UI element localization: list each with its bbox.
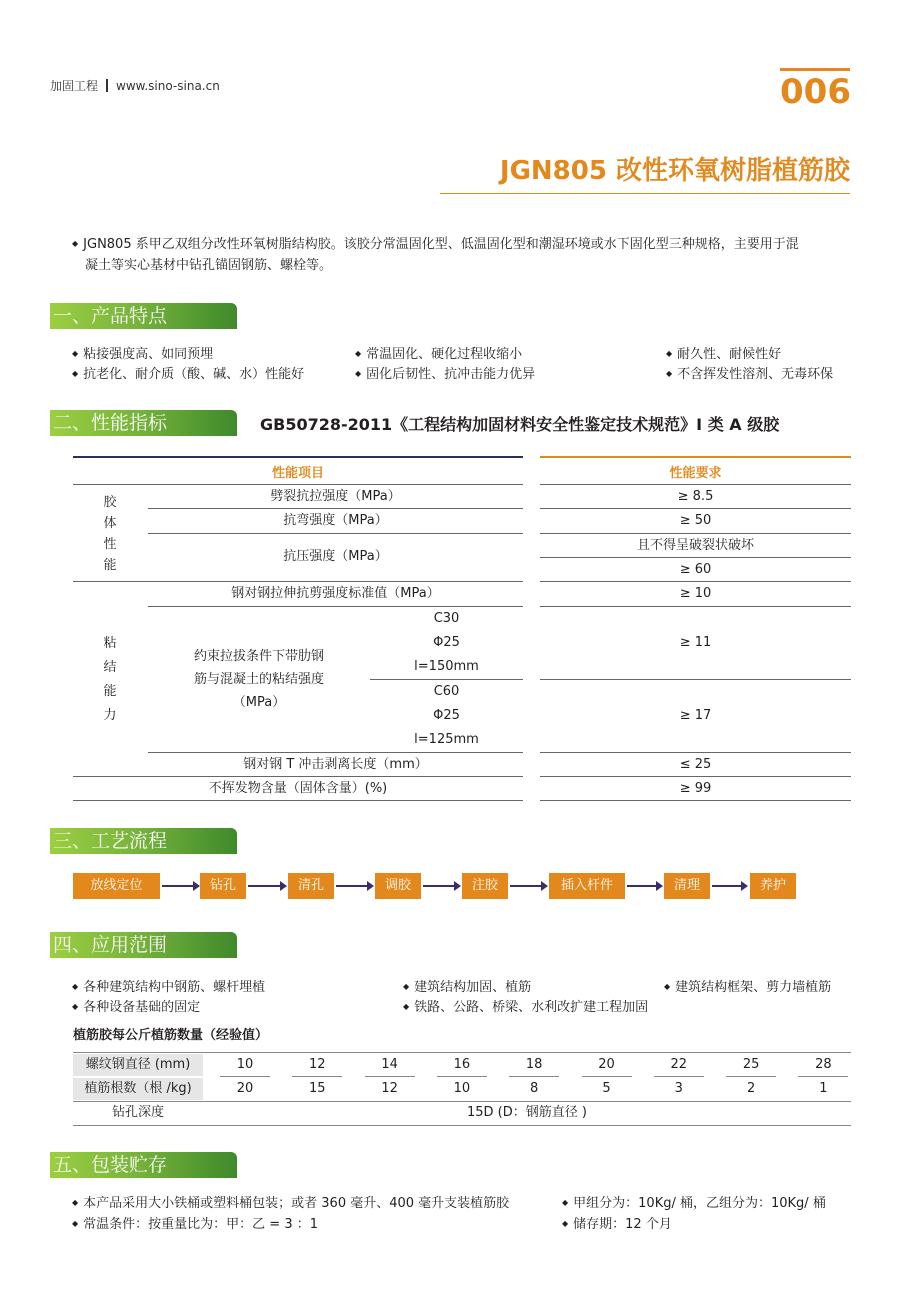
perf-item: 筋与混凝土的粘结强度 [193, 672, 324, 687]
page-title: JGN805 改性环氧树脂植筋胶 [499, 156, 850, 186]
group-label-char: 体 [103, 516, 117, 531]
perf-item: 约束拉拔条件下带肋钢 [193, 649, 324, 664]
process-step: 插入杆件 [549, 873, 625, 899]
feature-item: ◆ 不含挥发性溶剂、无毒环保 [666, 363, 833, 382]
feature-item: ◆ 粘接强度高、如同预埋 [72, 343, 213, 362]
count-cell: 2 [746, 1081, 756, 1096]
diameter-cell: 12 [309, 1057, 326, 1072]
header-section: 加固工程 [50, 79, 99, 93]
group-label-char: 能 [103, 558, 117, 573]
col-header-requirement: 性能要求 [669, 466, 722, 481]
table-bottom-rule [540, 800, 851, 801]
group-label-char: 粘 [103, 636, 117, 651]
concrete-grade: C30 [433, 611, 460, 626]
bar-diameter: Φ25 [433, 708, 460, 723]
bar-diameter: Φ25 [433, 635, 460, 650]
row-rule [540, 679, 851, 680]
arrow-right-icon [423, 885, 455, 887]
section-heading-process: 三、工艺流程 [50, 828, 237, 854]
count-cell: 20 [236, 1081, 254, 1096]
count-cell: 3 [674, 1081, 683, 1096]
title-rule [440, 193, 850, 194]
cell-underline [220, 1076, 270, 1077]
perf-item: 抗弯强度（MPa） [283, 513, 388, 528]
count-cell: 12 [381, 1081, 398, 1096]
arrow-right-icon [162, 885, 194, 887]
process-step: 放线定位 [73, 873, 160, 899]
quantity-table-title: 植筋胶每公斤植筋数量（经验值） [73, 1028, 269, 1043]
packaging-item: ◆ 本产品采用大小铁桶或塑料桶包装；或者 360 毫升、400 毫升支装植筋胶 [72, 1192, 509, 1211]
diameter-cell: 20 [598, 1057, 615, 1072]
section-heading-packaging: 五、包装贮存 [50, 1152, 237, 1178]
process-step: 养护 [750, 873, 796, 899]
feature-item: ◆ 固化后韧性、抗冲击能力优异 [355, 363, 535, 382]
table-rule [73, 1125, 851, 1126]
section-heading-performance: 二、性能指标 [50, 410, 237, 436]
diameter-cell: 28 [815, 1057, 832, 1072]
page-number: 006 [780, 72, 851, 112]
perf-item: 不挥发物含量（固体含量）(%) [208, 781, 388, 796]
header-divider [106, 79, 108, 92]
group-label-char: 性 [103, 537, 117, 552]
col-header-item: 性能项目 [271, 466, 324, 481]
page-number-rule [780, 68, 850, 71]
row-label-diameter: 螺纹钢直径 (mm) [73, 1054, 203, 1076]
perf-item: 劈裂抗拉强度（MPa） [270, 489, 401, 504]
row-label-depth: 钻孔深度 [111, 1105, 164, 1120]
cell-underline [365, 1076, 415, 1077]
row-rule [148, 533, 523, 534]
cell-underline [509, 1076, 559, 1077]
row-label-count: 植筋根数（根 /kg) [73, 1078, 203, 1100]
count-cell: 10 [453, 1081, 471, 1096]
section-heading-applications: 四、应用范围 [50, 932, 237, 958]
section-heading-features: 一、产品特点 [50, 303, 237, 329]
cell-underline [582, 1076, 632, 1077]
feature-item: ◆ 常温固化、硬化过程收缩小 [355, 343, 522, 362]
diameter-cell: 16 [453, 1057, 471, 1072]
standard-title: GB50728-2011《工程结构加固材料安全性鉴定技术规范》I 类 A 级胶 [260, 415, 780, 434]
process-step: 钻孔 [200, 873, 246, 899]
count-cell: 15 [309, 1081, 326, 1096]
concrete-grade: C60 [433, 684, 460, 699]
count-cell: 5 [602, 1081, 611, 1096]
count-cell: 1 [819, 1081, 828, 1096]
header-website[interactable]: www.sino-sina.cn [116, 79, 220, 93]
process-step: 清孔 [288, 873, 334, 899]
group-label-char: 结 [103, 660, 117, 675]
intro-paragraph [72, 233, 852, 276]
application-item: ◆ 建筑结构加固、植筋 [403, 976, 531, 995]
packaging-item: ◆ 甲组分为：10Kg/ 桶，乙组分为：10Kg/ 桶 [562, 1192, 826, 1211]
header-left [50, 77, 220, 94]
perf-item: 钢对钢 T 冲击剥离长度（mm） [243, 757, 428, 772]
perf-requirement: ≥ 60 [679, 562, 712, 577]
table-top-rule-left [73, 456, 523, 458]
group-label-char: 力 [103, 708, 117, 723]
group-label-char: 能 [103, 684, 117, 699]
arrow-right-icon [248, 885, 281, 887]
intro-line-1: ◆ JGN805 系甲乙双组分改性环氧树脂结构胶。该胶分常温固化型、低温固化型和潮湿环境或水下固化型三种规格，主要用于混 [72, 233, 852, 255]
perf-requirement: ≥ 99 [679, 781, 712, 796]
anchor-length: l=150mm [414, 659, 479, 674]
intro-line-2: 凝土等实心基材中钻孔锚固钢筋、螺栓等。 [85, 258, 333, 273]
cell-underline [726, 1076, 776, 1077]
arrow-right-icon [627, 885, 657, 887]
table-bottom-rule [73, 800, 523, 801]
table-rule [73, 1052, 851, 1053]
perf-requirement: ≤ 25 [679, 757, 712, 772]
process-step: 清理 [664, 873, 710, 899]
feature-item: ◆ 耐久性、耐候性好 [666, 343, 781, 362]
drill-depth-value: 15D (D：钢筋直径 ) [467, 1105, 587, 1120]
diameter-cell: 25 [742, 1057, 760, 1072]
group-label-char: 胶 [103, 495, 117, 510]
application-item: ◆ 建筑结构框架、剪力墙植筋 [664, 976, 831, 995]
cell-underline [798, 1076, 848, 1077]
process-step: 调胶 [375, 873, 421, 899]
application-item: ◆ 各种建筑结构中钢筋、螺杆埋植 [72, 976, 265, 995]
application-item: ◆ 各种设备基础的固定 [72, 996, 200, 1015]
perf-requirement: ≥ 10 [679, 586, 712, 601]
perf-requirement: 且不得呈破裂状破坏 [636, 538, 754, 553]
cell-underline [654, 1076, 704, 1077]
packaging-item: ◆ 储存期：12 个月 [562, 1213, 672, 1232]
perf-item: （MPa） [232, 695, 286, 710]
perf-requirement: ≥ 8.5 [677, 489, 714, 504]
perf-requirement: ≥ 50 [679, 513, 712, 528]
perf-requirement: ≥ 11 [679, 635, 712, 650]
arrow-right-icon [510, 885, 542, 887]
perf-item: 钢对钢拉伸抗剪强度标准值（MPa） [231, 586, 440, 601]
feature-item: ◆ 抗老化、耐介质（酸、碱、水）性能好 [72, 363, 304, 382]
arrow-right-icon [336, 885, 368, 887]
row-rule [540, 606, 851, 607]
cell-underline [292, 1076, 342, 1077]
diameter-cell: 14 [381, 1057, 398, 1072]
table-top-rule-right [540, 456, 851, 458]
diameter-cell: 18 [525, 1057, 543, 1072]
anchor-length: l=125mm [414, 732, 479, 747]
perf-requirement: ≥ 17 [679, 708, 712, 723]
perf-item: 抗压强度（MPa） [283, 549, 388, 564]
diameter-cell: 10 [236, 1057, 254, 1072]
process-step: 注胶 [462, 873, 508, 899]
arrow-right-icon [712, 885, 742, 887]
count-cell: 8 [530, 1081, 539, 1096]
cell-underline [437, 1076, 487, 1077]
diameter-cell: 22 [670, 1057, 688, 1072]
packaging-item: ◆ 常温条件：按重量比为：甲：乙 = 3 ：1 [72, 1213, 318, 1232]
application-item: ◆ 铁路、公路、桥梁、水利改扩建工程加固 [403, 996, 648, 1015]
